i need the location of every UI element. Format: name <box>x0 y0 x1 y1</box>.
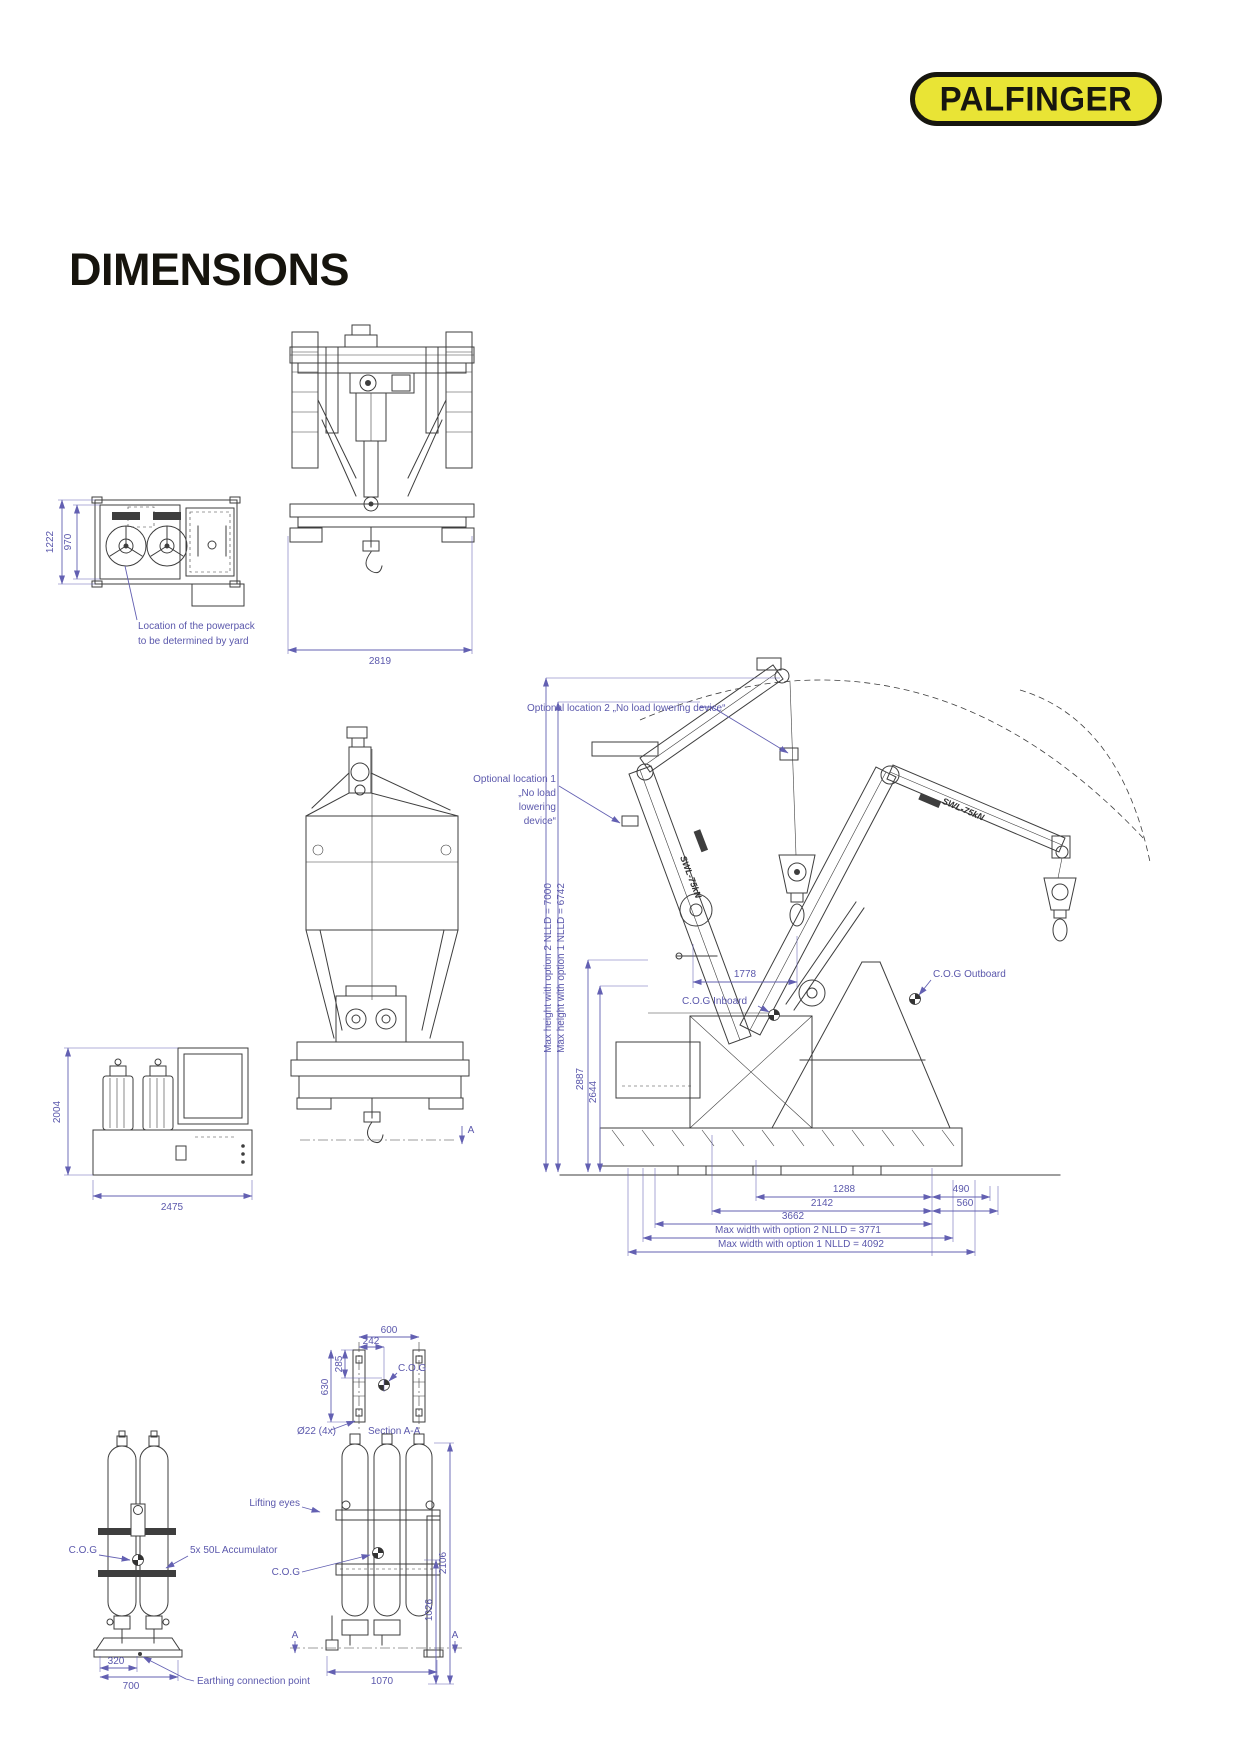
powerpack-note-line2: to be determined by yard <box>138 636 249 647</box>
max-width-option-2-label: Max width with option 2 NLLD = 3771 <box>715 1225 881 1236</box>
accumulator-front-cog-label: C.O.G <box>68 1545 97 1556</box>
page-title: DIMENSIONS <box>69 244 350 295</box>
hole-note-label: Ø22 (4x) <box>297 1426 336 1437</box>
crane-side-view-section-marker <box>462 1125 475 1144</box>
dim-2106-label: 2106 <box>438 1551 449 1575</box>
powerpack-note-line1: Location of the powerpack <box>138 621 255 632</box>
powerpack-top-view-dimensions <box>45 500 256 647</box>
section-marker-a-right: A <box>451 1630 459 1641</box>
crane-front-view-dimensions <box>288 536 472 667</box>
accumulator-front-view-drawing <box>94 1431 182 1657</box>
dim-1288-label: 1288 <box>832 1184 856 1195</box>
optional-location-1-line4: device“ <box>523 816 556 827</box>
optional-location-1-line2: „No load <box>518 788 556 799</box>
cog-inboard-label: C.O.G Inboard <box>682 996 748 1007</box>
dim-700-label: 700 <box>122 1681 140 1692</box>
dim-242-label: 242 <box>362 1336 380 1347</box>
dim-630-label: 630 <box>320 1378 331 1396</box>
section-marker-a: A <box>467 1125 475 1136</box>
boom-swl-marking-left: SWL-75kN <box>678 854 704 900</box>
dim-1026-label: 1026 <box>424 1598 435 1622</box>
dim-1222-label: 1222 <box>45 530 56 554</box>
section-aa-title: Section A-A <box>368 1426 421 1437</box>
section-aa-cog-label: C.O.G <box>398 1363 427 1374</box>
dim-2819-label: 2819 <box>368 656 392 667</box>
cog-outboard-label: C.O.G Outboard <box>933 969 1006 980</box>
section-aa-drawing <box>353 1342 425 1432</box>
accumulator-side-view-drawing <box>290 1434 464 1657</box>
optional-location-1-line1: Optional location 1 <box>473 774 556 785</box>
dim-560-label: 560 <box>956 1198 974 1209</box>
dim-320-label: 320 <box>107 1656 125 1667</box>
crane-side-view-drawing <box>291 727 469 1143</box>
max-height-option-2-label: Max height with option 2 NLLD = 7000 <box>543 883 554 1053</box>
crane-front-view-drawing <box>290 325 474 573</box>
palfinger-logo <box>910 72 1162 126</box>
boom-logo-badge <box>694 829 708 852</box>
dim-1778-label: 1778 <box>733 969 757 980</box>
boom-logo-badge-2 <box>918 793 941 808</box>
max-height-option-1-label: Max height with option 1 NLLD = 6742 <box>556 883 567 1053</box>
dim-1070-label: 1070 <box>370 1676 394 1687</box>
dim-285-label: 285 <box>334 1355 345 1373</box>
dim-3662-label: 3662 <box>781 1211 805 1222</box>
working-crane-annotations <box>473 678 1006 1256</box>
optional-location-1-line3: lowering <box>518 802 556 813</box>
working-crane-drawing <box>560 658 1150 1175</box>
accumulator-side-cog-label: C.O.G <box>271 1567 300 1578</box>
dim-970-label: 970 <box>63 533 74 551</box>
optional-location-2-note: Optional location 2 „No load lowering device“ <box>527 703 726 714</box>
dim-2004-label: 2004 <box>52 1100 63 1124</box>
max-width-option-1-label: Max width with option 1 NLLD = 4092 <box>718 1239 884 1250</box>
section-aa-dimensions <box>297 1325 427 1437</box>
accumulator-type-note: 5x 50L Accumulator <box>190 1545 278 1556</box>
boom-swl-marking-right: SWL-75kN <box>940 795 986 823</box>
powerpack-top-view-drawing <box>92 497 244 606</box>
dim-2142-label: 2142 <box>810 1198 834 1209</box>
powerpack-side-view-drawing <box>93 1048 252 1175</box>
dim-2644-label: 2644 <box>588 1080 599 1104</box>
dim-600-label: 600 <box>380 1325 398 1336</box>
dim-2887-label: 2887 <box>575 1067 586 1091</box>
palfinger-logo-text: PALFINGER <box>939 79 1133 118</box>
earthing-note: Earthing connection point <box>197 1676 310 1687</box>
dim-2475-label: 2475 <box>160 1202 184 1213</box>
dim-490-label: 490 <box>952 1184 970 1195</box>
lifting-eyes-note: Lifting eyes <box>249 1498 300 1509</box>
section-marker-a-left: A <box>291 1630 299 1641</box>
